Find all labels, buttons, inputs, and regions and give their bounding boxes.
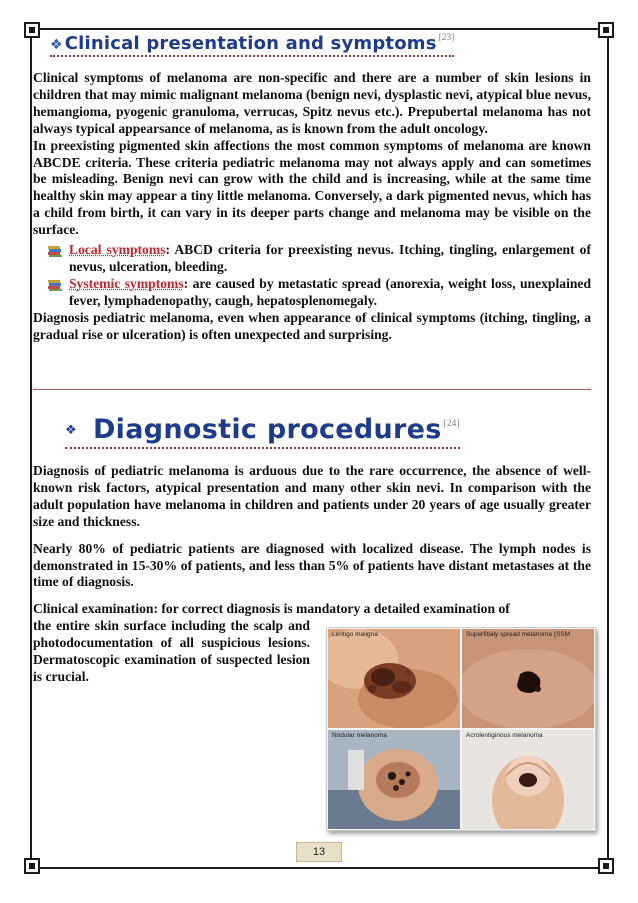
- bullet-label: Local symptoms: [69, 242, 166, 258]
- corner-ornament-bottom-right: [598, 858, 618, 878]
- bullet-text: : ABCD criteria for preexisting nevus. Itching, tingling, enlargement of nevus, ulceration, bleeding.: [69, 242, 592, 274]
- book-bullet-icon: [47, 244, 63, 258]
- frame-top: [40, 28, 598, 30]
- skin-lesion-image: [328, 730, 460, 829]
- heading-text: Clinical presentation and symptoms: [64, 33, 437, 54]
- photo-superficial-spreading: [462, 629, 594, 728]
- photo-label: Superfitialy spread melanoma (SSM: [466, 631, 571, 638]
- heading-text: Diagnostic procedures: [92, 414, 442, 445]
- frame-left: [30, 38, 32, 860]
- frame-right: [607, 38, 609, 860]
- paragraph: Nearly 80% of pediatric patients are diagnosed with localized disease. The lymph nodes is demonstrated in 15-30% of patients, and less than 5% of patients have distant metastases at the time of diagnosis.: [33, 540, 591, 590]
- section1-body: [33, 70, 591, 344]
- paragraph: In preexisting pigmented skin affections the most common symptoms of melanoma are known ABCDE criteria. These criteria pediatric melanoma may not always apply and can sometimes be misleading. Benign nevi can grow with the child and is increasing, while at the same time healthy skin may appear a tiny little melanoma. Conversely, a dark pigmented nevus, which has a child from birth, it can vary in its deeper parts change and melanoma may be visible on the surface.: [33, 137, 591, 238]
- book-bullet-icon: [47, 278, 63, 292]
- bullet-list: [33, 242, 591, 310]
- paragraph: Clinical examination: for correct diagnosis is mandatory a detailed examination of: [33, 601, 510, 617]
- photo-label: Acrolentiginous melanoma: [466, 732, 543, 739]
- skin-lesion-image: [462, 629, 594, 728]
- photo-acrolentiginous: [462, 730, 594, 829]
- diamond-bullet-icon: ❖: [65, 422, 77, 438]
- section-divider: [33, 389, 591, 390]
- paragraph: the entire skin surface including the scalp and photodocumentation of all suspicious lesions. Dermatoscopic examination of suspected lesion is crucial.: [33, 618, 310, 684]
- bullet-text: : are caused by metastatic spread (anorexia, weight loss, unexplained fever, lymphadenopathy, caugh, hepatosplenomegaly.: [69, 275, 592, 308]
- diamond-bullet-icon: ❖: [50, 37, 63, 53]
- section-heading-diagnostic: [65, 409, 460, 449]
- paragraph: Clinical symptoms of melanoma are non-specific and there are a number of skin lesions in children that may mimic malignant melanoma (benign nevi, dysplastic nevi, atypical blue nevus, hemangioma, pyogenic granuloma, verrucas, Spitz nevus etc.). Prepubertal melanoma has not always typical appearsance of melanoma, as is known from the adult oncology.: [33, 70, 591, 136]
- page-number: 13: [296, 842, 342, 862]
- skin-lesion-image: [328, 629, 460, 728]
- paragraph: Diagnosis pediatric melanoma, even when appearance of clinical symptoms (itching, tingling, a gradual rise or ulceration) is often unexpected and surprising.: [33, 309, 591, 342]
- list-item: [47, 276, 591, 310]
- frame-bottom: [40, 867, 598, 869]
- corner-ornament-bottom-left: [24, 858, 44, 878]
- corner-ornament-top-right: [598, 22, 618, 42]
- skin-lesion-image: [462, 730, 594, 829]
- bullet-label: Systemic symptoms: [69, 275, 184, 291]
- paragraph: Diagnosis of pediatric melanoma is arduous due to the rare occurrence, the absence of well-known risk factors, atypical presentation and many other skin nevi. In comparison with the adult population have melanoma in children and patients under 20 years of age usually greater size and thickness.: [33, 463, 591, 529]
- reference-marker: [23]: [438, 32, 455, 42]
- photo-label: Lentigo maligna: [332, 631, 378, 638]
- melanoma-photo-figure: [326, 627, 596, 831]
- reference-marker: [24]: [443, 418, 460, 428]
- photo-nodular: [328, 730, 460, 829]
- section-heading-clinical: [50, 33, 454, 57]
- corner-ornament-top-left: [24, 22, 44, 42]
- photo-lentigo-maligna: [328, 629, 460, 728]
- photo-label: Nodular melanoma: [332, 732, 387, 739]
- list-item: [47, 242, 591, 276]
